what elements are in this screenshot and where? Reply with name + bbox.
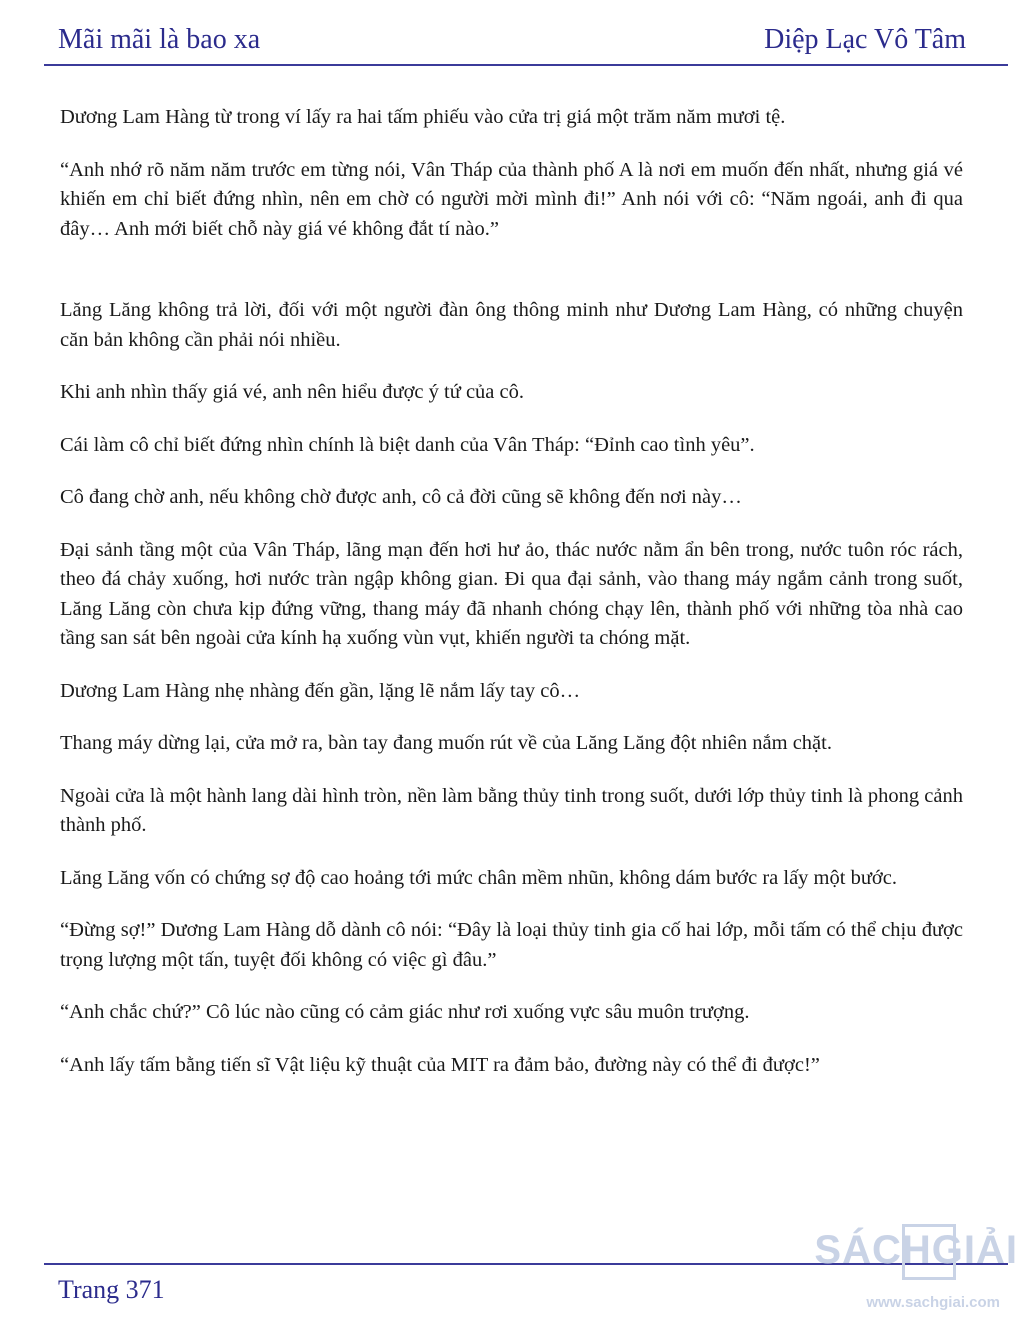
watermark-url: www.sachgiai.com	[866, 1294, 1000, 1311]
paragraph: Lăng Lăng vốn có chứng sợ độ cao hoảng tới mức chân mềm nhũn, không dám bước ra lấy một bước.	[60, 866, 897, 889]
watermark-logo: SÁCHGIẢI	[814, 1228, 1018, 1272]
paragraph: Ngoài cửa là một hành lang dài hình tròn, nền làm bằng thủy tinh trong suốt, dưới lớp thủy tinh là phong cảnh thành phố.	[60, 784, 963, 836]
page-header	[58, 24, 966, 62]
paragraph: Lăng Lăng không trả lời, đối với một người đàn ông thông minh như Dương Lam Hàng, có những chuyện căn bản không cần phải nói nhiều.	[60, 299, 963, 351]
paragraph: Cô đang chờ anh, nếu không chờ được anh, cô cả đời cũng sẽ không đến nơi này…	[60, 486, 742, 508]
page-body	[60, 103, 963, 1103]
paragraph: Khi anh nhìn thấy giá vé, anh nên hiểu được ý tứ của cô.	[60, 381, 525, 403]
paragraph: Đại sảnh tầng một của Vân Tháp, lãng mạn đến hơi hư ảo, thác nước nằm ẩn bên trong, nước tuôn róc rách, theo đá chảy xuống, hơi nước tràn ngập không gian. Đi qua đại sảnh, vào thang máy ngắm cảnh trong suốt, Lăng Lăng còn chưa kịp đứng vững, thang máy đã nhanh chóng chạy lên, thành phố với những tòa nhà cao tầng san sát bên ngoài cửa kính hạ xuống vùn vụt, khiến người ta chóng mặt.	[60, 538, 963, 649]
paragraph: Dương Lam Hàng nhẹ nhàng đến gần, lặng lẽ nắm lấy tay cô…	[60, 679, 581, 702]
paragraph: “Đừng sợ!” Dương Lam Hàng dỗ dành cô nói: “Đây là loại thủy tinh gia cố hai lớp, mỗi tấm có thể chịu được trọng lượng một tấn, tuyệt đối không có việc gì đâu.”	[60, 919, 963, 971]
watermark	[814, 1228, 1018, 1318]
paragraph: “Anh chắc chứ?” Cô lúc nào cũng có cảm giác như rơi xuống vực sâu muôn trượng.	[60, 1001, 750, 1023]
paragraph: “Anh lấy tấm bằng tiến sĩ Vật liệu kỹ thuật của MIT ra đảm bảo, đường này có thể đi được!”	[60, 1053, 820, 1076]
paragraph: Cái làm cô chỉ biết đứng nhìn chính là biệt danh của Vân Tháp: “Đỉnh cao tình yêu”.	[60, 433, 755, 456]
paragraph: Thang máy dừng lại, cửa mở ra, bàn tay đang muốn rút về của Lăng Lăng đột nhiên nắm chặt.	[60, 732, 832, 754]
header-divider	[44, 64, 1008, 66]
paragraph: “Anh nhớ rõ năm năm trước em từng nói, Vân Tháp của thành phố A là nơi em muốn đến nhất, nhưng giá vé khiến em chỉ biết đứng nhìn, nên em chờ có người mời mình đi!” Anh nói với cô: “Năm ngoái, anh đi qua đây… Anh mới biết chỗ này giá vé không đắt tí nào.”	[60, 158, 963, 240]
book-title: Mãi mãi là bao xa	[58, 24, 261, 55]
page-number: Trang 371	[58, 1275, 165, 1304]
author-name: Diệp Lạc Vô Tâm	[764, 24, 966, 55]
paragraph: Dương Lam Hàng từ trong ví lấy ra hai tấm phiếu vào cửa trị giá một trăm năm mươi tệ.	[60, 106, 786, 128]
